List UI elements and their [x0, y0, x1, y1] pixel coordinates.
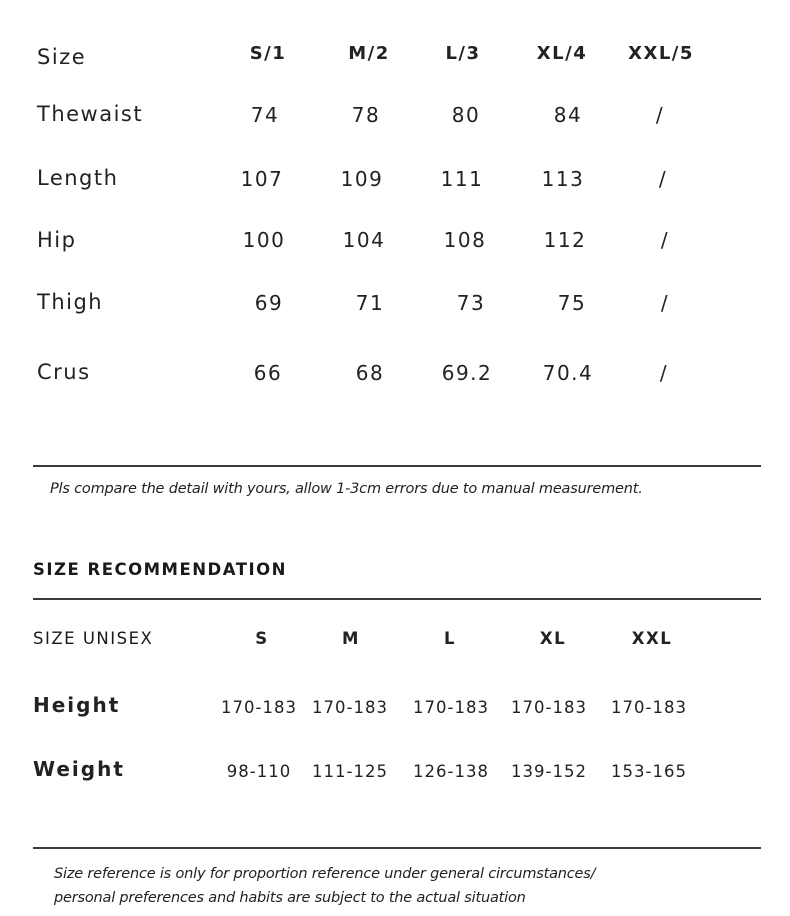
size-column-header: S/1: [249, 43, 287, 64]
table-cell: 74: [250, 103, 280, 127]
table-cell: 109: [340, 167, 384, 191]
table-cell: /: [659, 361, 669, 385]
table-cell: 104: [342, 228, 386, 252]
table-cell: 69.2: [441, 361, 493, 385]
table-cell: /: [660, 228, 670, 252]
divider: [33, 598, 761, 600]
table-cell: 80: [451, 103, 481, 127]
divider: [33, 847, 761, 849]
table-cell: 75: [557, 291, 587, 315]
row-label-length: Length: [37, 166, 119, 190]
table-cell: 107: [240, 167, 284, 191]
row-label-weight: Weight: [33, 757, 125, 781]
size-column-header: XL/4: [536, 43, 588, 64]
size-column-header: M/2: [348, 43, 390, 64]
table-cell: 170-183: [413, 698, 489, 717]
size-column-header: XXL/5: [628, 43, 694, 64]
size-column-header: M: [342, 629, 360, 648]
table-cell: 111-125: [312, 762, 388, 781]
table-cell: /: [660, 291, 670, 315]
table-cell: 69: [254, 291, 284, 315]
table-cell: 108: [443, 228, 487, 252]
table-cell: 170-183: [221, 698, 297, 717]
row-label-thigh: Thigh: [37, 290, 104, 314]
table-cell: 139-152: [511, 762, 587, 781]
size-header-label: Size: [37, 45, 87, 69]
divider: [33, 465, 761, 467]
table-cell: 70.4: [542, 361, 594, 385]
table-cell: 170-183: [312, 698, 388, 717]
table-cell: 153-165: [611, 762, 687, 781]
size-column-header: S: [255, 629, 269, 648]
table-cell: 98-110: [226, 762, 292, 781]
size-column-header: XXL: [631, 629, 673, 648]
table-cell: 68: [355, 361, 385, 385]
table-cell: 66: [253, 361, 283, 385]
table-cell: 84: [553, 103, 583, 127]
table-cell: 111: [440, 167, 484, 191]
table-cell: 170-183: [511, 698, 587, 717]
table-cell: 112: [543, 228, 587, 252]
table-cell: /: [655, 103, 665, 127]
unisex-header-label: SIZE UNISEX: [33, 629, 154, 648]
table-cell: 71: [355, 291, 385, 315]
table-cell: 78: [351, 103, 381, 127]
size-column-header: L: [443, 629, 456, 648]
table-cell: 100: [242, 228, 286, 252]
size-column-header: L/3: [445, 43, 481, 64]
table-cell: 73: [456, 291, 486, 315]
section-heading: SIZE RECOMMENDATION: [33, 560, 287, 579]
size-column-header: XL: [539, 629, 567, 648]
table-cell: 170-183: [611, 698, 687, 717]
row-label-waist: Thewaist: [37, 102, 144, 126]
row-label-height: Height: [33, 693, 121, 717]
size-reference-note: [54, 862, 754, 910]
table-cell: 126-138: [413, 762, 489, 781]
row-label-hip: Hip: [37, 228, 77, 252]
row-label-crus: Crus: [37, 360, 91, 384]
table-cell: 113: [541, 167, 585, 191]
note-line: personal preferences and habits are subject to the actual situation: [54, 890, 526, 906]
table-cell: /: [658, 167, 668, 191]
measurement-note: Pls compare the detail with yours, allow 1-3cm errors due to manual measurement.: [50, 481, 643, 497]
note-line: Size reference is only for proportion reference under general circumstances/: [54, 866, 596, 882]
